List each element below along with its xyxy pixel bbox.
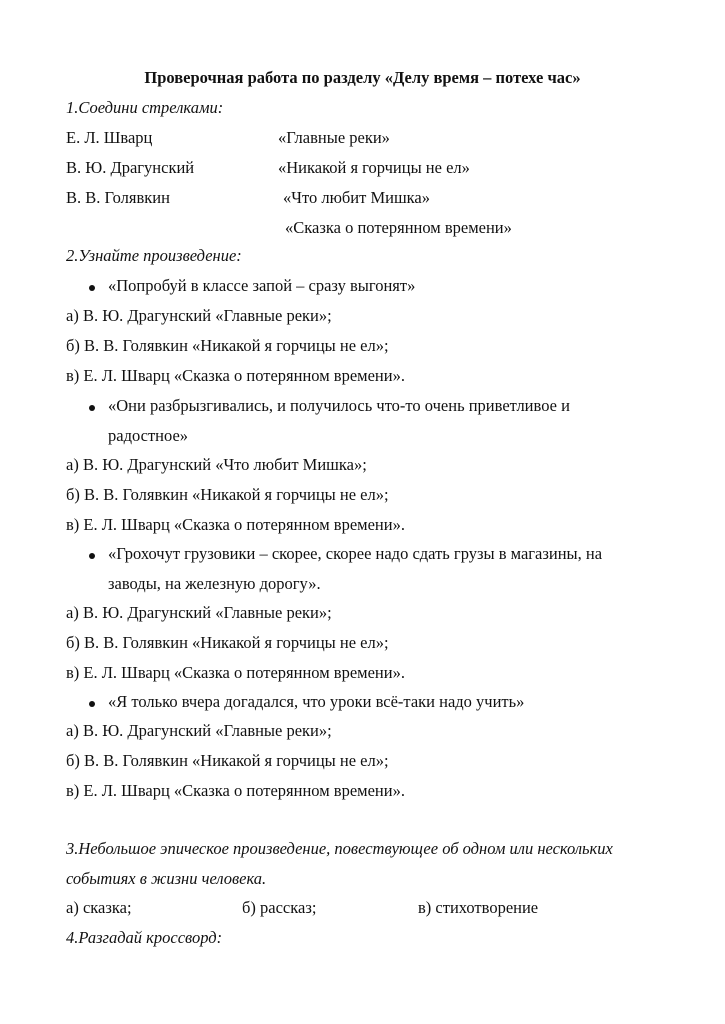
q3-option: б) рассказ; <box>242 898 317 917</box>
q3-option: в) стихотворение <box>418 898 539 917</box>
q2-option: б) В. В. Голявкин «Никакой я горчицы не ел»; <box>66 485 389 504</box>
q2-quote: заводы, на железную дорогу». <box>108 574 321 593</box>
q2-option: а) В. Ю. Драгунский «Что любит Мишка»; <box>66 455 367 474</box>
q1-heading: 1.Соедини стрелками: <box>66 98 224 117</box>
q2-option: в) Е. Л. Шварц «Сказка о потерянном времени». <box>66 366 405 385</box>
q2-quote: радостное» <box>108 426 189 445</box>
q1-author: В. Ю. Драгунский <box>66 158 195 177</box>
q1-work: «Сказка о потерянном времени» <box>285 218 512 237</box>
q2-option: а) В. Ю. Драгунский «Главные реки»; <box>66 603 332 622</box>
q1-work: «Главные реки» <box>278 128 390 147</box>
q2-option: в) Е. Л. Шварц «Сказка о потерянном времени». <box>66 515 405 534</box>
q2-quote: «Они разбрызгивались, и получилось что-то очень приветливое и <box>108 396 570 415</box>
bullet-icon <box>89 285 95 291</box>
q1-work: «Никакой я горчицы не ел» <box>278 158 470 177</box>
q2-quote: «Грохочут грузовики – скорее, скорее надо сдать грузы в магазины, на <box>108 544 603 563</box>
bullet-icon <box>89 405 95 411</box>
q2-option: в) Е. Л. Шварц «Сказка о потерянном времени». <box>66 781 405 800</box>
page-title: Проверочная работа по разделу «Делу время – потехе час» <box>144 68 581 87</box>
q1-author: Е. Л. Шварц <box>66 128 153 147</box>
q2-heading: 2.Узнайте произведение: <box>66 246 242 265</box>
q3-heading: 3.Небольшое эпическое произведение, повествующее об одном или нескольких <box>66 839 613 858</box>
q2-option: в) Е. Л. Шварц «Сказка о потерянном времени». <box>66 663 405 682</box>
bullet-icon <box>89 701 95 707</box>
bullet-icon <box>89 553 95 559</box>
q2-option: а) В. Ю. Драгунский «Главные реки»; <box>66 306 332 325</box>
q3-heading: событиях в жизни человека. <box>66 869 267 888</box>
q1-author: В. В. Голявкин <box>66 188 170 207</box>
q3-option: а) сказка; <box>66 898 132 917</box>
q1-work: «Что любит Мишка» <box>283 188 431 207</box>
q2-quote: «Я только вчера догадался, что уроки всё-таки надо учить» <box>108 692 525 711</box>
q2-option: б) В. В. Голявкин «Никакой я горчицы не ел»; <box>66 336 389 355</box>
q2-option: а) В. Ю. Драгунский «Главные реки»; <box>66 721 332 740</box>
q4-heading: 4.Разгадай кроссворд: <box>66 928 223 947</box>
q2-option: б) В. В. Голявкин «Никакой я горчицы не ел»; <box>66 633 389 652</box>
q2-option: б) В. В. Голявкин «Никакой я горчицы не ел»; <box>66 751 389 770</box>
q2-quote: «Попробуй в классе запой – сразу выгонят» <box>108 276 416 295</box>
